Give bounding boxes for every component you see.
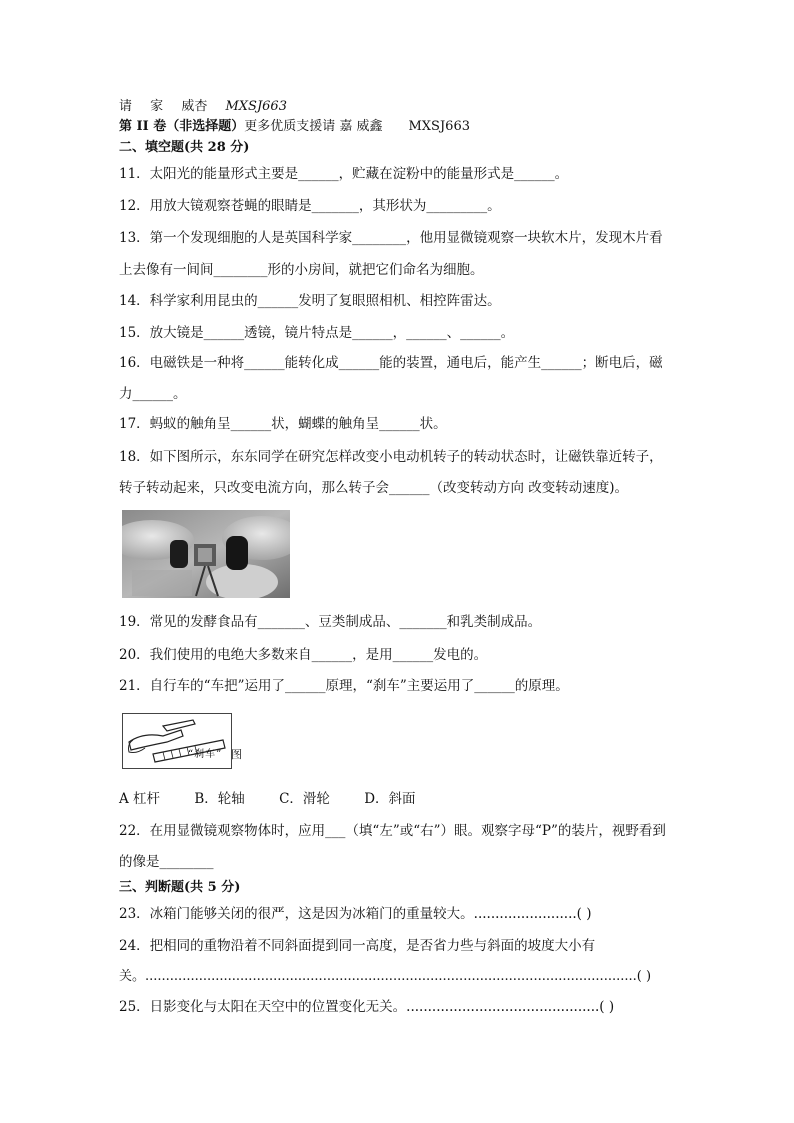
motor-photo-illustration bbox=[122, 510, 290, 598]
header-code: MXSJ663 bbox=[225, 99, 287, 114]
header-line-2 bbox=[119, 118, 470, 136]
header-note: 更多优质支援请 嘉 威鑫 MXSJ663 bbox=[244, 119, 470, 134]
question-13-line-1: 13．第一个发现细胞的人是英国科学家________，他用显微镜观察一块软木片，发现木片看 bbox=[119, 230, 663, 246]
question-15: 15．放大镜是______透镜，镜片特点是______，______、______。 bbox=[119, 325, 515, 341]
question-13-line-2: 上去像有一间间________形的小房间，就把它们命名为细胞。 bbox=[119, 262, 484, 278]
question-19: 19．常见的发酵食品有_______、豆类制成品、_______和乳类制成品。 bbox=[119, 614, 542, 630]
header-word: 请 bbox=[119, 99, 133, 114]
option-a: A 杠杆 bbox=[119, 791, 161, 807]
question-20: 20．我们使用的电绝大多数来自______，是用______发电的。 bbox=[119, 647, 488, 663]
question-21: 21．自行车的“车把”运用了______原理，“刹车”主要运用了______的原理。 bbox=[119, 678, 569, 694]
question-16-line-2: 力______。 bbox=[119, 386, 187, 402]
brake-caption-suffix: 图 bbox=[231, 748, 242, 761]
header-word: 家 bbox=[150, 99, 164, 114]
question-23: 23．冰箱门能够关闭的很严，这是因为冰箱门的重量较大。........................( ) bbox=[119, 906, 592, 922]
section-title-true-false: 三、判断题(共 5 分) bbox=[119, 880, 241, 895]
question-22-line-1: 22．在用显微镜观察物体时，应用___（填“左”或“右”）眼。观察字母“P”的装片，视野看到 bbox=[119, 823, 666, 839]
header-word: 威杏 bbox=[181, 99, 208, 114]
question-11: 11．太阳光的能量形式主要是______，贮藏在淀粉中的能量形式是______。 bbox=[119, 166, 569, 182]
question-22-line-2: 的像是________ bbox=[119, 854, 214, 870]
volume-title: 第 II 卷（非选择题） bbox=[119, 119, 245, 134]
motor-experiment-photo bbox=[122, 510, 290, 598]
option-b: B．轮轴 bbox=[194, 791, 245, 807]
question-16-line-1: 16．电磁铁是一种将______能转化成______能的装置，通电后，能产生______；断电后，磁 bbox=[119, 355, 663, 371]
brake-caption: “刹车” bbox=[188, 749, 223, 760]
question-24-line-2: 关。.......................................................................................................................( ) bbox=[119, 969, 652, 984]
option-d: D．斜面 bbox=[364, 791, 416, 807]
question-21-options bbox=[119, 790, 446, 808]
question-18-line-2: 转子转动起来，只改变电流方向，那么转子会______（改变转动方向 改变转动速度)。 bbox=[119, 480, 629, 496]
question-17: 17．蚂蚁的触角呈______状，蝴蝶的触角呈______状。 bbox=[119, 416, 447, 432]
header-line-1 bbox=[119, 98, 301, 116]
section-title-fill-blank: 二、填空题(共 28 分) bbox=[119, 140, 250, 155]
option-c: C．滑轮 bbox=[279, 791, 330, 807]
question-12: 12．用放大镜观察苍蝇的眼睛是_______，其形状为_________。 bbox=[119, 198, 501, 214]
question-14: 14．科学家利用昆虫的______发明了复眼照相机、相控阵雷达。 bbox=[119, 293, 501, 309]
question-18-line-1: 18．如下图所示，东东同学在研究怎样改变小电动机转子的转动状态时，让磁铁靠近转子， bbox=[119, 449, 663, 465]
question-25: 25．日影变化与太阳在天空中的位置变化无关。.............................................( ) bbox=[119, 999, 615, 1015]
question-24-line-1: 24．把相同的重物沿着不同斜面提到同一高度，是否省力些与斜面的坡度大小有 bbox=[119, 938, 596, 954]
